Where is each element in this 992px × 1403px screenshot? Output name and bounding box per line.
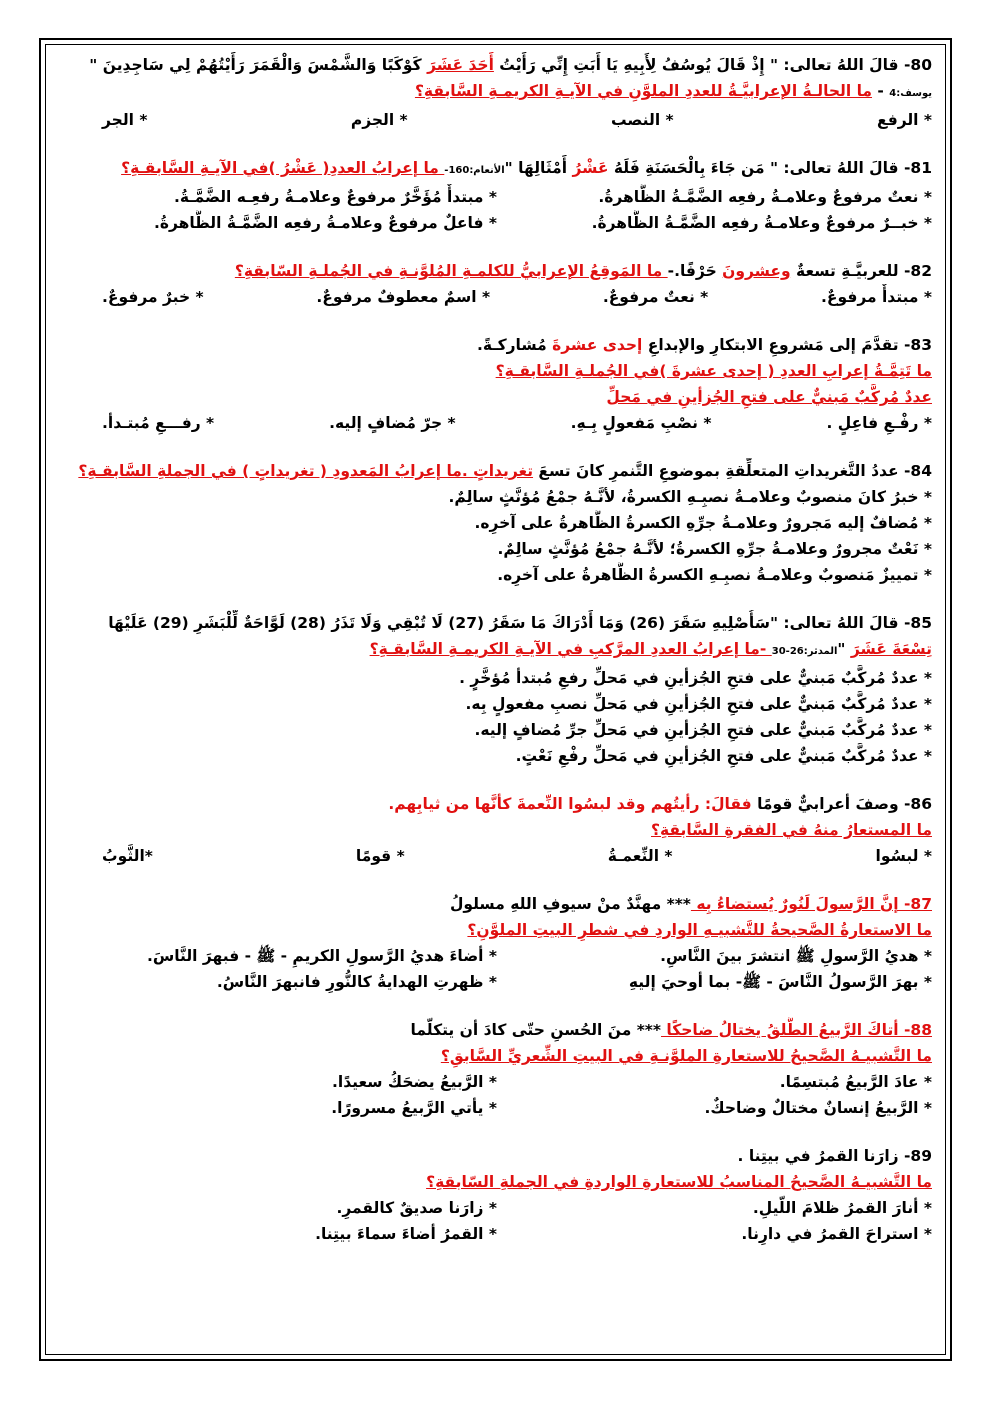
option[interactable]: * تمييزٌ مَنصوبٌ وعلامـةُ نصبِـهِ الكسرةُ الظَّاهرةُ على آخرِه. bbox=[497, 566, 932, 584]
option[interactable]: * خبرٌ مرفوعٌ. bbox=[102, 288, 204, 306]
question-83 bbox=[62, 332, 932, 436]
option[interactable]: * جرّ مُضافٍ إليه. bbox=[329, 414, 456, 432]
option[interactable]: * نصْبِ مَفعولٍ بِـهِ. bbox=[570, 414, 712, 432]
option[interactable]: * عددٌ مُركَّبٌ مَبنيٌّ على فتحِ الجُزأينِ في مَحلِّ نصبِ مفعولٍ بِه. bbox=[465, 695, 932, 713]
option[interactable]: * لبسُوا bbox=[875, 847, 932, 865]
q84-highlight: تغريداتٍ bbox=[473, 462, 534, 480]
question-84 bbox=[62, 458, 932, 588]
q86-stem: 86- وصفَ أعرابيٌّ قومًا فقالَ: رأيتُهم وقد لبسُوا النِّعمةَ كأنَّها من ثيابِهم. bbox=[388, 795, 932, 813]
q87-options bbox=[62, 943, 932, 995]
option[interactable]: * ظهرتِ الهدايةُ كالنُّورِ فانبهرَ النَّاسُ. bbox=[216, 973, 497, 991]
option[interactable]: * اسمٌ معطوفٌ مرفوعٌ. bbox=[316, 288, 491, 306]
option[interactable]: * أضاءَ هديُ الرَّسولِ الكريمِ - ﷺ - فبهرَ النَّاسَ. bbox=[146, 947, 497, 965]
option[interactable]: * عددٌ مُركَّبٌ مَبنيٌّ على فتحِ الجُزأينِ في مَحلِّ رفْعِ نَعْتٍ. bbox=[515, 747, 932, 765]
q80-highlight: أَحَدَ عَشَرَ bbox=[427, 56, 494, 74]
q89-options bbox=[62, 1195, 932, 1247]
q86-highlight: فقالَ: رأيتُهم وقد لبسُوا النِّعمةَ كأنَّها من ثيابِهم. bbox=[388, 795, 752, 813]
option[interactable]: * خبــرٌ مرفوعٌ وعلامـةُ رفعِه الضَّمَّـةُ الظَّاهرةُ. bbox=[591, 214, 932, 232]
option[interactable]: * نعتٌ مرفوعٌ وعلامـةُ رفعِه الضَّمَّـةُ الظَّاهرةُ. bbox=[598, 188, 932, 206]
option[interactable]: * زارَنا صديقٌ كالقمرِ. bbox=[336, 1199, 497, 1217]
q87-question: ما الاستعارةُ الصَّحيحةُ للتَّشبيـهِ الواردِ في شطرِ البيتِ الملوَّنِ؟ bbox=[467, 921, 932, 939]
option[interactable]: * استراحَ القمرُ في دارِنا. bbox=[741, 1225, 932, 1243]
q84-stem: 84- عددُ التَّغريداتِ المتعلِّقةِ بموضوعِ التَّنمرِ كانَ تسعَ تغريداتٍ .ما إعرابُ المَعدودِ ( تغريداتٍ ) في الجملةِ السَّابقـةِ؟ bbox=[78, 462, 932, 480]
option[interactable]: * فاعلٌ مرفوعٌ وعلامـةُ رفعِه الضَّمَّـةُ الظَّاهرةُ. bbox=[153, 214, 497, 232]
option[interactable]: * مبتدأٌ مُؤَخَّرٌ مرفوعٌ وعلامـةُ رفعِـه الضَّمَّـةُ. bbox=[173, 188, 497, 206]
q87-stem: 87- إنَّ الرَّسولَ لَنُورٌ يُستضاءُ بِه *** مهنَّدٌ منْ سيوفِ اللهِ مسلولُ bbox=[449, 895, 932, 913]
q80-question: يوسف:4 - ما الحالـةُ الإعرابيَّـةُ للعددِ الملوَّنِ في الآيـةِ الكريمـةِ السَّابقةِ؟ bbox=[414, 82, 932, 100]
option[interactable]: * الرَّبيعُ يضحَكُ سعيدًا. bbox=[332, 1073, 497, 1091]
option[interactable]: * هديُ الرَّسولِ ﷺ انتشرَ بينَ النَّاسِ. bbox=[660, 947, 932, 965]
question-81 bbox=[62, 155, 932, 236]
q82-options bbox=[62, 284, 932, 310]
option[interactable]: * الجر bbox=[102, 111, 148, 129]
q83-answer-stem: عددٌ مُركَّبٌ مَبنيٌّ على فتحِ الجُزأينِ في مَحلِّ bbox=[606, 388, 932, 406]
question-85 bbox=[62, 610, 932, 769]
q82-highlight: وعشرونَ bbox=[722, 262, 791, 280]
question-87 bbox=[62, 891, 932, 995]
q88-highlight: أتاكَ الرَّبيعُ الطَّلقُ يختالُ ضاحكًا bbox=[661, 1021, 904, 1039]
option[interactable]: * الرَّبيعُ إنسانٌ مختالٌ وضاحكٌ. bbox=[704, 1099, 932, 1117]
option[interactable]: * يأتي الرَّبيعُ مسرورًا. bbox=[331, 1099, 497, 1117]
option[interactable]: * رفـــعِ مُبتـدأ. bbox=[102, 414, 215, 432]
option[interactable]: * القمرُ أضاءَ سماءَ بيتِنا. bbox=[315, 1225, 497, 1243]
q82-stem: 82- للعربيَّـةِ تسعةٌ وعشرونَ حَرْفًا.- ما المَوقِعُ الإعرابيُّ للكلمـةِ المُلوَّنـةِ في الجُملـةِ السّابقةِ؟ bbox=[234, 262, 932, 280]
option[interactable]: * النِّعمـةُ bbox=[607, 847, 673, 865]
option[interactable]: * النصب bbox=[610, 111, 674, 129]
option[interactable]: * نعتٌ مرفوعٌ. bbox=[602, 288, 709, 306]
worksheet bbox=[62, 52, 932, 1247]
option[interactable]: * بهرَ الرَّسولُ النَّاسَ - ﷺ- بما أوحيَ إليهِ bbox=[628, 973, 932, 991]
option[interactable]: * عددٌ مُركَّبٌ مَبنيٌّ على فتحِ الجُزأينِ في مَحلِّ رفعِ مُبتدأ مُؤخَّرٍ . bbox=[459, 669, 932, 687]
question-82 bbox=[62, 258, 932, 310]
option[interactable]: * رفْـعِ فاعِلٍ . bbox=[826, 414, 932, 432]
q88-question: ما التَّشبيـهُ الصَّحيحُ للاستعارةِ الملوَّنـةِ في البيتِ الشِّعريِّ السَّابقِ؟ bbox=[440, 1047, 932, 1065]
q86-question: ما المستعارُ منهُ في الفقرةِ السَّابقةِ؟ bbox=[651, 821, 932, 839]
q89-stem: 89- زارَنا القمرُ في بيتِنا . bbox=[737, 1147, 932, 1165]
q89-question: ما التَّشبيـهُ الصَّحيحُ المناسبُ للاستعارةِ الواردةِ في الجملةِ السّابقةِ؟ bbox=[426, 1173, 932, 1191]
option[interactable]: * عادَ الرَّبيعُ مُبتسِمًا. bbox=[779, 1073, 932, 1091]
q83-question: ما تَتِمَّـةُ إعرابِ العددِ ( إحدى عشرةَ )في الجُملـةِ السَّابقـةِ؟ bbox=[495, 362, 932, 380]
option[interactable]: *الثَّوبُ bbox=[102, 847, 153, 865]
q87-highlight: إنَّ الرَّسولَ لَنُورٌ يُستضاءُ بِه bbox=[690, 895, 904, 913]
q80-stem: 80- قالَ اللهُ تعالى: " إِذْ قَالَ يُوسُفُ لِأَبِيهِ يَا أَبَتِ إِنِّي رَأَيْتُ أَحَدَ عَشَرَ كَوْكَبًا وَالشَّمْسَ وَالْقَمَرَ رَأَيْتُهُمْ لِي سَاجِدِينَ " bbox=[89, 56, 932, 74]
option[interactable]: * نَعْتٌ مجرورٌ وعلامـةُ جرِّهِ الكسرةُ؛ لأنَّـهُ جمْعُ مُؤنَّثٍ سالِمٌ. bbox=[497, 540, 932, 558]
option[interactable]: * أنارَ القمرُ ظلامَ اللّيلِ. bbox=[752, 1199, 932, 1217]
q85-question: تِسْعَةَ عَشَرَ "المدثر:26-30 -ما إعرابُ العددِ المرَّكبِ في الآيـةِ الكريمـةِ السَّابقـةِ؟ bbox=[369, 640, 932, 658]
question-88 bbox=[62, 1017, 932, 1121]
q85-highlight: تِسْعَةَ عَشَرَ bbox=[850, 640, 932, 658]
q81-stem: 81- قالَ اللهُ تعالى: " مَن جَاءَ بِالْحَسَنَةِ فَلَهُ عَشْرُ أَمْثَالِهَا "الأنعام:160- ما إعرابُ العددِ( عَشْرُ )في الآيـةِ السَّابقـةِ؟ bbox=[121, 159, 932, 177]
option[interactable]: * مُضافٌ إليه مَجرورٌ وعلامـةُ جرِّهِ الكسرةُ الظَّاهرةُ على آخرِه. bbox=[474, 514, 932, 532]
q83-options bbox=[62, 410, 932, 436]
q88-stem: 88- أتاكَ الرَّبيعُ الطَّلقُ يختالُ ضاحكًا *** منَ الحُسنِ حتّى كادَ أن يتكلّما bbox=[410, 1021, 932, 1039]
option[interactable]: * قومًا bbox=[355, 847, 405, 865]
option[interactable]: * الرفع bbox=[876, 111, 932, 129]
option[interactable]: * مبتدأٌ مرفوعٌ. bbox=[821, 288, 932, 306]
question-80 bbox=[62, 52, 932, 133]
question-89 bbox=[62, 1143, 932, 1247]
q86-options bbox=[62, 843, 932, 869]
q85-stem: 85- قالَ اللهُ تعالى: "سَأُصْلِيهِ سَقَرَ (26) وَمَا أَدْرَاكَ مَا سَقَرُ (27) لَا تُبْقِي وَلَا تَذَرُ (28) لَوَّاحَةٌ لِّلْبَشَرِ (29) عَلَيْهَا bbox=[108, 614, 932, 632]
q88-options bbox=[62, 1069, 932, 1121]
q81-options bbox=[62, 184, 932, 236]
q80-options bbox=[62, 107, 932, 133]
option[interactable]: * الجزم bbox=[350, 111, 408, 129]
question-86 bbox=[62, 791, 932, 869]
q81-highlight: عَشْرُ bbox=[572, 159, 609, 177]
option[interactable]: * عددٌ مُركَّبٌ مَبنيٌّ على فتحِ الجُزأينِ في مَحلِّ جرِّ مُضافٍ إليه. bbox=[474, 721, 932, 739]
option[interactable]: * خبرُ كانَ منصوبٌ وعلامـةُ نصبِـهِ الكسرةُ، لأنَّـهُ جمْعُ مُؤنَّثٍ سالِمٌ. bbox=[448, 488, 932, 506]
q83-stem: 83- تقدَّمَ إلى مَشروعِ الابتكارِ والإبداعِ إحدى عشرةَ مُشاركـةً. bbox=[477, 336, 932, 354]
q83-highlight: إحدى عشرةَ bbox=[552, 336, 643, 354]
